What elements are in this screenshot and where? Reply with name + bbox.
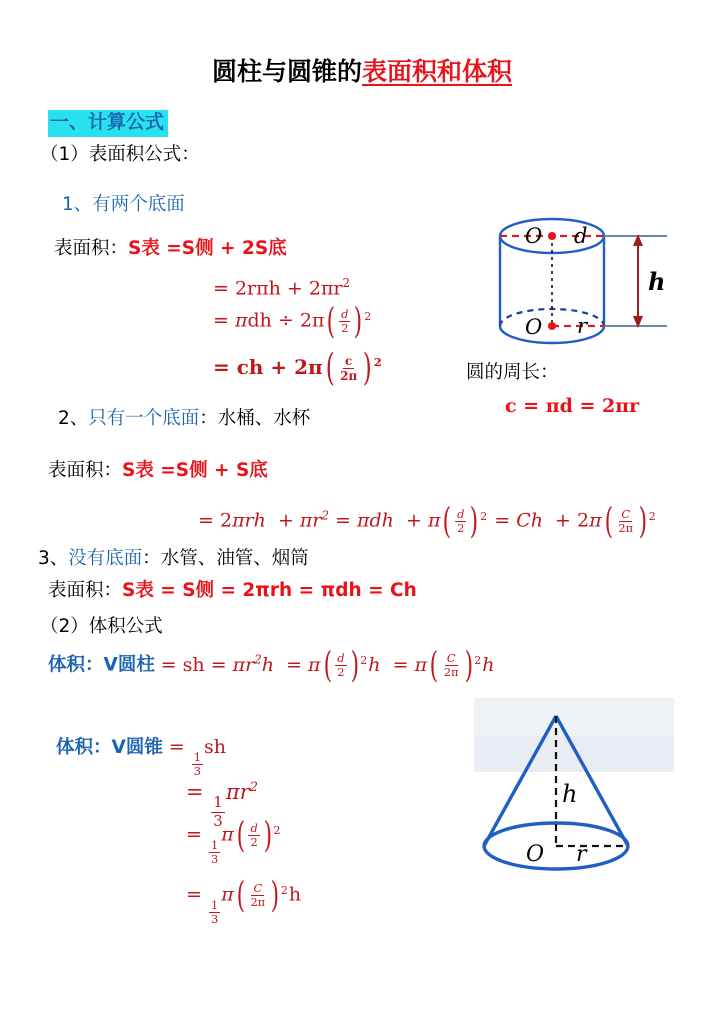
volume-cylinder-prefix: 体积：V圆柱 [48,654,155,676]
cylinder-label-d: d [574,224,588,248]
volume-cone-formula-3: = $\frac{1}{3}$ π ( $\frac{d}{2}$ ) 2 [186,815,281,867]
section-heading-formulas: 一、计算公式 [48,110,168,137]
case2-number: 2、 [58,408,89,429]
cone-diagram [474,698,674,878]
case1-formula-line4: = ch + 2π ( $\frac{c}{2\pi}$ ) 2 [213,346,382,389]
circumference-caption: 圆的周长： [466,362,559,383]
volume-cylinder-line [48,645,495,686]
case1-label: 1、有两个底面 [62,194,185,215]
case3-surface-formula: S表 = S侧 = 2πrh = πdh = Ch [122,580,417,601]
case1-surface-prefix: 表面积： [54,238,129,259]
subsection-surface-area-label: （1）表面积公式： [40,144,200,165]
page-title-black: 圆柱与圆锥的 [211,57,362,86]
case2-surface-line [48,460,268,482]
case3-surface-line [48,580,417,602]
case3-examples: ：水管、油管、烟筒 [142,548,309,569]
cylinder-label-r: r [577,314,588,338]
case1-surface-line [54,238,287,260]
cone-label-O: O [526,842,545,867]
volume-cone-prefix: 体积：V圆锥 [56,737,163,758]
case3-heading [38,548,309,570]
page-title-red: 表面积和体积 [362,57,513,86]
volume-cone-line1 [56,736,226,778]
cone-label-h: h [562,780,578,808]
page-title [0,52,724,88]
case1-formula-line2: = $2r\pi h + 2\pi r^2$ [213,276,351,300]
volume-cylinder-formula: = sh = $\pi r^2h = \pi$ ( $\frac{d}{2}$ ) 2 h = π ( $\frac{C}{2\pi}$ ) 2 h [160,645,495,686]
case3-surface-prefix: 表面积： [48,580,123,601]
cylinder-label-O-top: O [525,224,543,248]
case1-surface-formula: S表 =S侧 + 2S底 [128,238,287,259]
subsection-volume-label: （2）体积公式 [40,616,163,637]
case3-number: 3、 [38,548,69,569]
case2-examples: ：水桶、水杯 [199,408,311,429]
circumference-formula: c = πd = 2πr [505,395,640,417]
volume-cone-formula-2: = $\frac{1}{3}$ $\pi r^2$ [186,780,259,830]
cylinder-label-O-bottom: O [525,315,543,339]
cone-label-r: r [576,842,587,867]
volume-cone-formula-1: = $\frac{1}{3}$ sh [168,736,226,779]
case2-surface-prefix: 表面积： [48,460,123,481]
case2-heading [58,408,310,430]
cylinder-diagram [462,206,682,366]
case3-label: 没有底面 [68,548,143,569]
case2-long-formula: = $2\pi rh + \pi r^2 = \pi dh + \pi$ ( $\frac{d}{2}$ ) 2 = Ch + 2π ( $\frac{C}{2\pi}$ ) 2 [198,501,656,542]
case2-surface-formula: S表 =S侧 + S底 [122,460,268,481]
case2-label: 只有一个底面 [88,408,200,429]
cylinder-label-h: h [648,267,666,296]
case1-formula-line3: = πdh ÷ 2π ( $\frac{d}{2}$ ) 2 [213,301,372,342]
volume-cone-formula-4: = $\frac{1}{3}$ π ( $\frac{C}{2\pi}$ ) 2 h [186,875,302,927]
